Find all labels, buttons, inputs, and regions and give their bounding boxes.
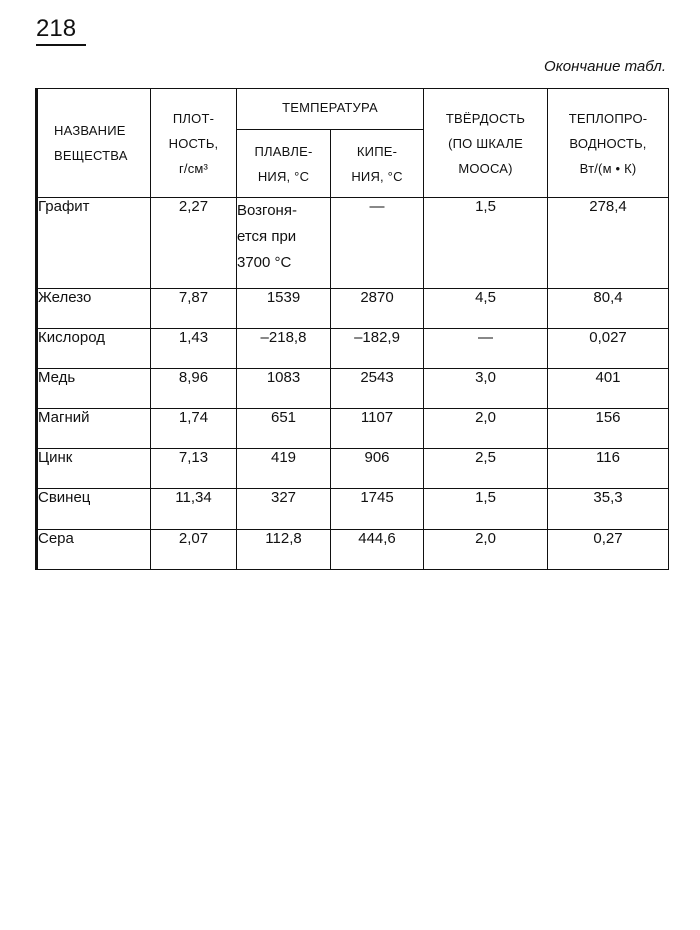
header-density: ПЛОТ- НОСТЬ, г/см³ xyxy=(151,89,237,198)
cell-conductivity: 0,27 xyxy=(548,530,669,570)
cell-hardness: 3,0 xyxy=(424,369,548,409)
continuation-note: Окончание табл. xyxy=(544,58,666,75)
header-conductivity: ТЕПЛОПРО- ВОДНОСТЬ, Вт/(м • К) xyxy=(548,89,669,198)
table-row xyxy=(37,329,669,369)
cell-conductivity: 156 xyxy=(548,409,669,449)
cell-density: 7,87 xyxy=(151,289,237,329)
page-number: 218 xyxy=(36,14,86,46)
cell-name: Графит xyxy=(37,198,151,289)
cell-name: Медь xyxy=(37,369,151,409)
cell-conductivity: 35,3 xyxy=(548,489,669,530)
cell-hardness: 2,0 xyxy=(424,530,548,570)
table-row xyxy=(37,409,669,449)
cell-name: Магний xyxy=(37,409,151,449)
cell-boiling: 2543 xyxy=(331,369,424,409)
header-temperature: ТЕМПЕРАТУРА xyxy=(237,89,424,130)
cell-melting: 1539 xyxy=(237,289,331,329)
cell-boiling: 1745 xyxy=(331,489,424,530)
cell-boiling: 2870 xyxy=(331,289,424,329)
cell-melting: 419 xyxy=(237,449,331,489)
cell-boiling: 1107 xyxy=(331,409,424,449)
cell-melting: 327 xyxy=(237,489,331,530)
cell-density: 1,43 xyxy=(151,329,237,369)
header-boiling: КИПЕ- НИЯ, °С xyxy=(331,130,424,198)
cell-name: Свинец xyxy=(37,489,151,530)
cell-conductivity: 401 xyxy=(548,369,669,409)
table-row xyxy=(37,369,669,409)
header-hardness: ТВЁРДОСТЬ (ПО ШКАЛЕ МООСА) xyxy=(424,89,548,198)
table-row xyxy=(37,489,669,530)
cell-boiling: 444,6 xyxy=(331,530,424,570)
header-name: НАЗВАНИЕ ВЕЩЕСТВА xyxy=(37,89,151,198)
table-row xyxy=(37,198,669,289)
substance-properties-table xyxy=(35,88,669,570)
cell-density: 2,07 xyxy=(151,530,237,570)
cell-conductivity: 80,4 xyxy=(548,289,669,329)
cell-density: 8,96 xyxy=(151,369,237,409)
table-row xyxy=(37,289,669,329)
cell-boiling: 906 xyxy=(331,449,424,489)
cell-density: 2,27 xyxy=(151,198,237,289)
cell-hardness: 4,5 xyxy=(424,289,548,329)
cell-density: 7,13 xyxy=(151,449,237,489)
cell-name: Сера xyxy=(37,530,151,570)
cell-boiling: — xyxy=(331,198,424,289)
cell-hardness: — xyxy=(424,329,548,369)
cell-melting: –218,8 xyxy=(237,329,331,369)
cell-conductivity: 0,027 xyxy=(548,329,669,369)
cell-hardness: 2,0 xyxy=(424,409,548,449)
cell-hardness: 1,5 xyxy=(424,198,548,289)
table-row xyxy=(37,449,669,489)
cell-hardness: 2,5 xyxy=(424,449,548,489)
cell-name: Железо xyxy=(37,289,151,329)
cell-name: Кислород xyxy=(37,329,151,369)
cell-conductivity: 278,4 xyxy=(548,198,669,289)
cell-name: Цинк xyxy=(37,449,151,489)
cell-conductivity: 116 xyxy=(548,449,669,489)
cell-boiling: –182,9 xyxy=(331,329,424,369)
table-row xyxy=(37,530,669,570)
cell-melting: 1083 xyxy=(237,369,331,409)
cell-hardness: 1,5 xyxy=(424,489,548,530)
cell-melting: 112,8 xyxy=(237,530,331,570)
cell-density: 11,34 xyxy=(151,489,237,530)
header-melting: ПЛАВЛЕ- НИЯ, °С xyxy=(237,130,331,198)
cell-melting: 651 xyxy=(237,409,331,449)
cell-density: 1,74 xyxy=(151,409,237,449)
cell-melting: Возгоня- ется при 3700 °С xyxy=(237,198,331,289)
